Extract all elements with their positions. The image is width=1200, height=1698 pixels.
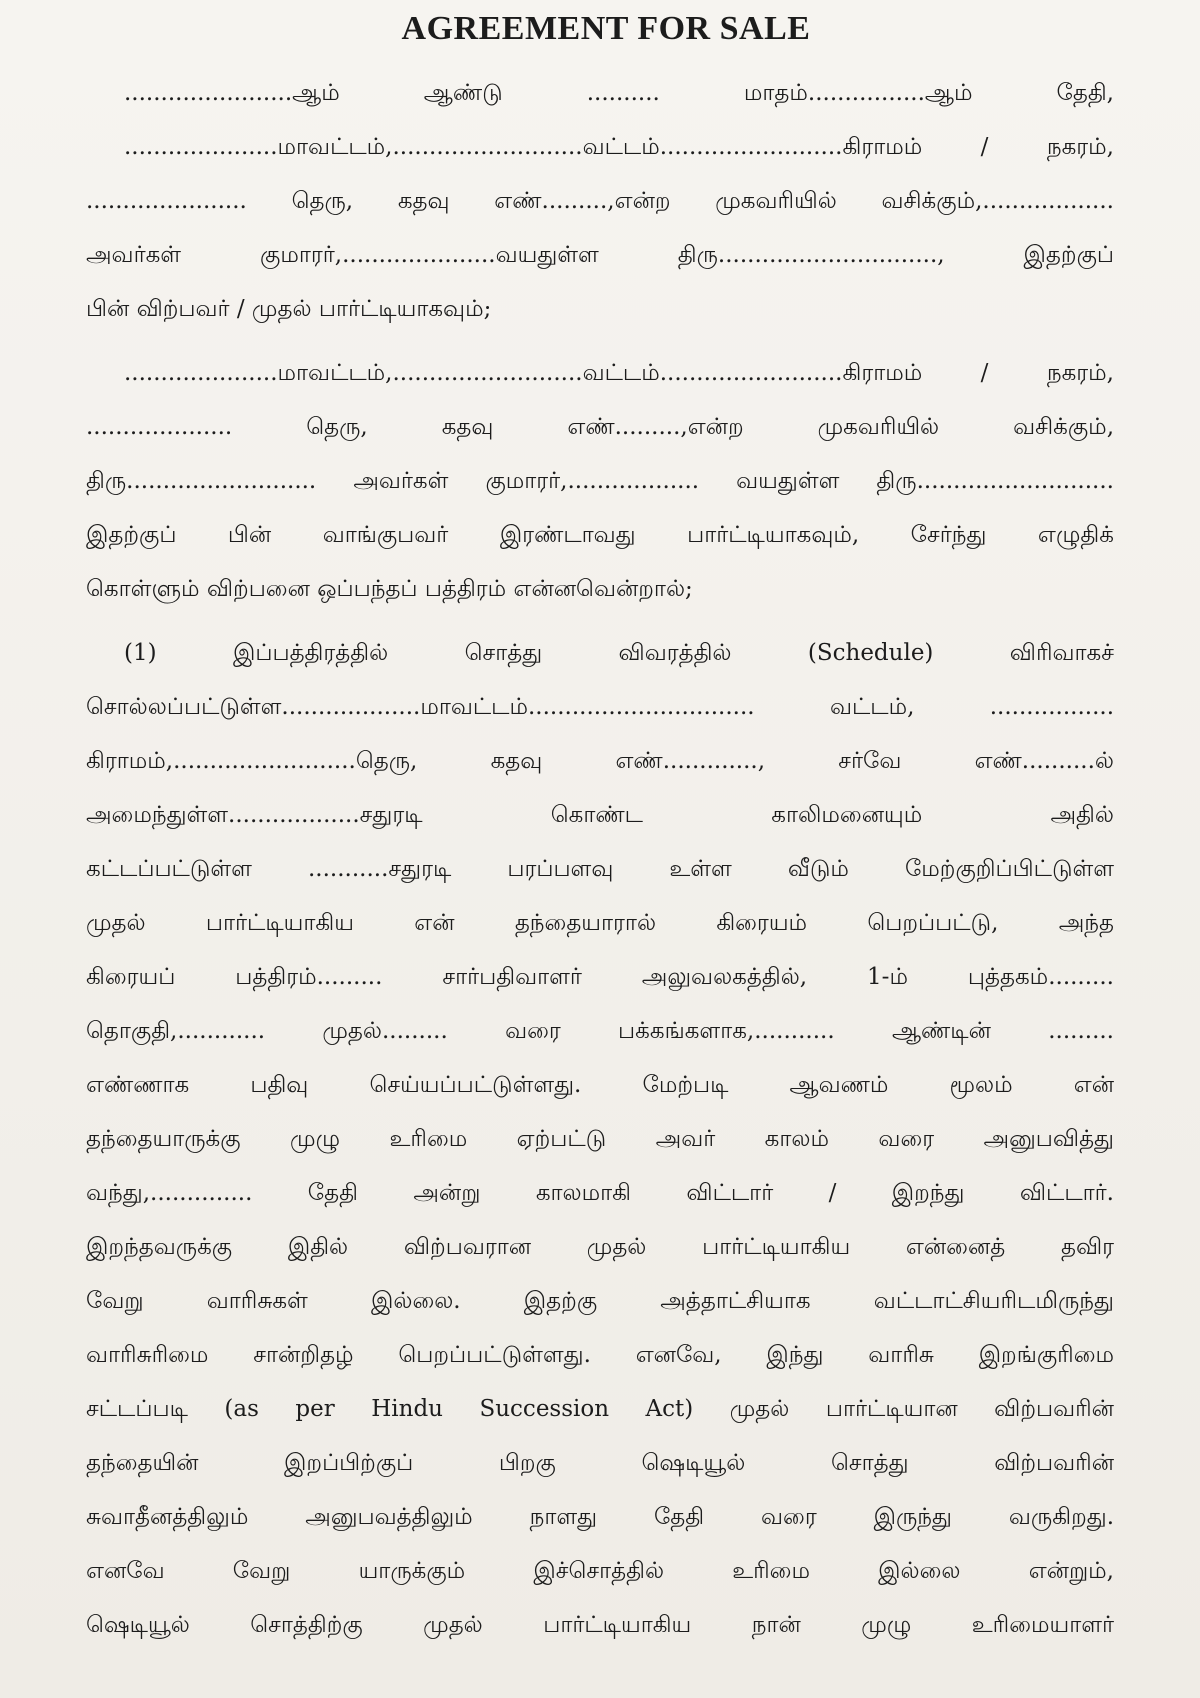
text-line: .....................மாவட்டம்,..........................வட்டம்.........................கிராமம் / நகரம், [124, 360, 1114, 386]
text-line: கிராமம்,.........................தெரு, கதவு எண்............., சர்வே எண்..........ல் [86, 748, 1114, 774]
text-line: தந்தையின் இறப்பிற்குப் பிறகு ஷெடியூல் சொத்து விற்பவரின் [86, 1450, 1114, 1476]
buyer-paragraph [86, 346, 1114, 616]
text-line: கொள்ளும் விற்பனை ஒப்பந்தப் பத்திரம் என்னவென்றால்; [86, 576, 693, 602]
text-line: இறந்தவருக்கு இதில் விற்பவரான முதல் பார்ட்டியாகிய என்னைத் தவிர [86, 1234, 1114, 1260]
text-line: முதல் பார்ட்டியாகிய என் தந்தையாரால் கிரையம் பெறப்பட்டு, அந்த [86, 910, 1114, 936]
clause-1-paragraph [86, 626, 1114, 1652]
text-line: அமைந்துள்ள..................சதுரடி கொண்ட காலிமனையும் அதில் [86, 802, 1114, 828]
text-line: வந்து,.............. தேதி அன்று காலமாகி விட்டார் / இறந்து விட்டார். [86, 1180, 1114, 1206]
text-line: வேறு வாரிசுகள் இல்லை. இதற்கு அத்தாட்சியாக வட்டாட்சியரிடமிருந்து [86, 1288, 1114, 1314]
text-line: .......................ஆம் ஆண்டு .......... மாதம்................ஆம் தேதி, [124, 80, 1114, 106]
text-line: அவர்கள் குமாரர்,.....................வயதுள்ள திரு.............................., இதற்குப் [86, 242, 1114, 268]
text-line: எனவே வேறு யாருக்கும் இச்சொத்தில் உரிமை இல்லை என்றும், [86, 1558, 1114, 1584]
text-line: எண்ணாக பதிவு செய்யப்பட்டுள்ளது. மேற்படி ஆவணம் மூலம் என் [86, 1072, 1114, 1098]
text-line: சட்டப்படி (as per Hindu Succession Act) முதல் பார்ட்டியான விற்பவரின் [86, 1396, 1114, 1422]
text-line: தந்தையாருக்கு முழு உரிமை ஏற்பட்டு அவர் காலம் வரை அனுபவித்து [86, 1126, 1114, 1152]
seller-paragraph [86, 66, 1114, 336]
text-line: இதற்குப் பின் வாங்குபவர் இரண்டாவது பார்ட்டியாகவும், சேர்ந்து எழுதிக் [86, 522, 1114, 548]
text-line: (1) இப்பத்திரத்தில் சொத்து விவரத்தில் (Schedule) விரிவாகச் [124, 640, 1114, 666]
text-line: கட்டப்பட்டுள்ள ...........சதுரடி பரப்பளவு உள்ள வீடும் மேற்குறிப்பிட்டுள்ள [86, 856, 1114, 882]
text-line: பின் விற்பவர் / முதல் பார்ட்டியாகவும்; [86, 296, 492, 322]
text-line: வாரிசுரிமை சான்றிதழ் பெறப்பட்டுள்ளது. எனவே, இந்து வாரிசு இறங்குரிமை [86, 1342, 1114, 1368]
text-line: திரு.......................... அவர்கள் குமாரர்,.................. வயதுள்ள திரு........................... [86, 468, 1114, 494]
document-title: AGREEMENT FOR SALE [401, 10, 811, 47]
text-line: சுவாதீனத்திலும் அனுபவத்திலும் நாளது தேதி வரை இருந்து வருகிறது. [86, 1504, 1114, 1530]
text-line: ...................... தெரு, கதவு எண்.........,என்ற முகவரியில் வசிக்கும்,.................. [86, 188, 1114, 214]
text-line: ஷெடியூல் சொத்திற்கு முதல் பார்ட்டியாகிய நான் முழு உரிமையாளர் [86, 1612, 1114, 1638]
text-line: தொகுதி,............ முதல்......... வரை பக்கங்களாக,........... ஆண்டின் ......... [86, 1018, 1114, 1044]
text-line: .....................மாவட்டம்,..........................வட்டம்.........................கிராமம் / நகரம், [124, 134, 1114, 160]
text-line: .................... தெரு, கதவு எண்.........,என்ற முகவரியில் வசிக்கும், [86, 414, 1114, 440]
text-line: கிரையப் பத்திரம்......... சார்பதிவாளர் அலுவலகத்தில், 1-ம் புத்தகம்......... [86, 964, 1114, 990]
text-line: சொல்லப்பட்டுள்ள...................மாவட்டம்............................... வட்டம், ................. [86, 694, 1114, 720]
